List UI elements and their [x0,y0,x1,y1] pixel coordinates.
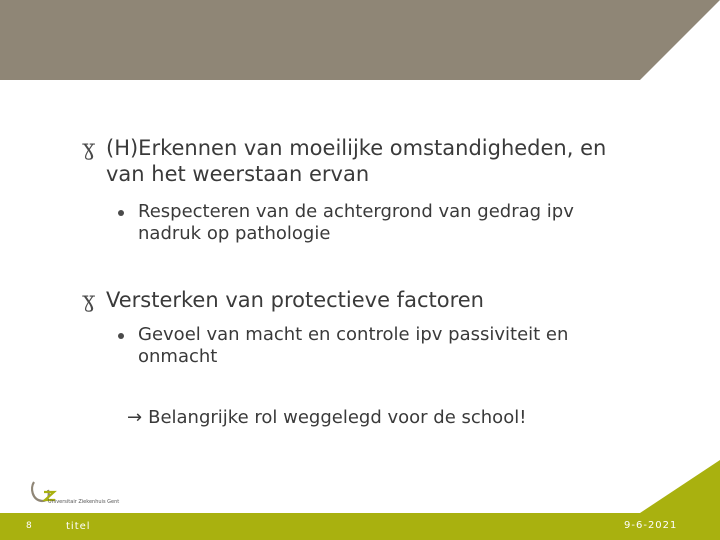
gamma-bullet-icon: ɣ [82,136,96,161]
gamma-bullet-icon: ɣ [82,288,96,313]
logo-text: Universitair Ziekenhuis Gent [48,499,120,505]
bullet-text: Versterken van protectieve factoren [106,288,484,312]
dot-bullet-icon [118,324,138,339]
footer-corner-shape [640,460,720,513]
callout [127,406,526,430]
sub-bullet-item [118,201,574,245]
footer-band [0,513,720,540]
footer-date: 9-6-2021 [624,520,678,531]
arrow-right-icon: → [127,407,143,428]
bullet-text: van het weerstaan ervan [106,162,370,186]
dot-bullet-icon [118,201,138,216]
footer-title: titel [66,521,91,532]
sub-bullet-text: onmacht [138,346,218,367]
bullet-text: (H)Erkennen van moeilijke omstandigheden, en [106,136,607,160]
bullet-item [82,287,484,315]
sub-bullet-text: Gevoel van macht en controle ipv passiviteit en [138,324,569,345]
sub-bullet-item [118,324,568,368]
callout-text: Belangrijke rol weggelegd voor de school! [148,407,527,428]
sub-bullet-text: Respecteren van de achtergrond van gedrag ipv [138,201,574,222]
uz-logo [28,478,158,510]
page-number: 8 [26,521,32,531]
sub-bullet-text: nadruk op pathologie [138,223,331,244]
bullet-item [82,135,606,187]
